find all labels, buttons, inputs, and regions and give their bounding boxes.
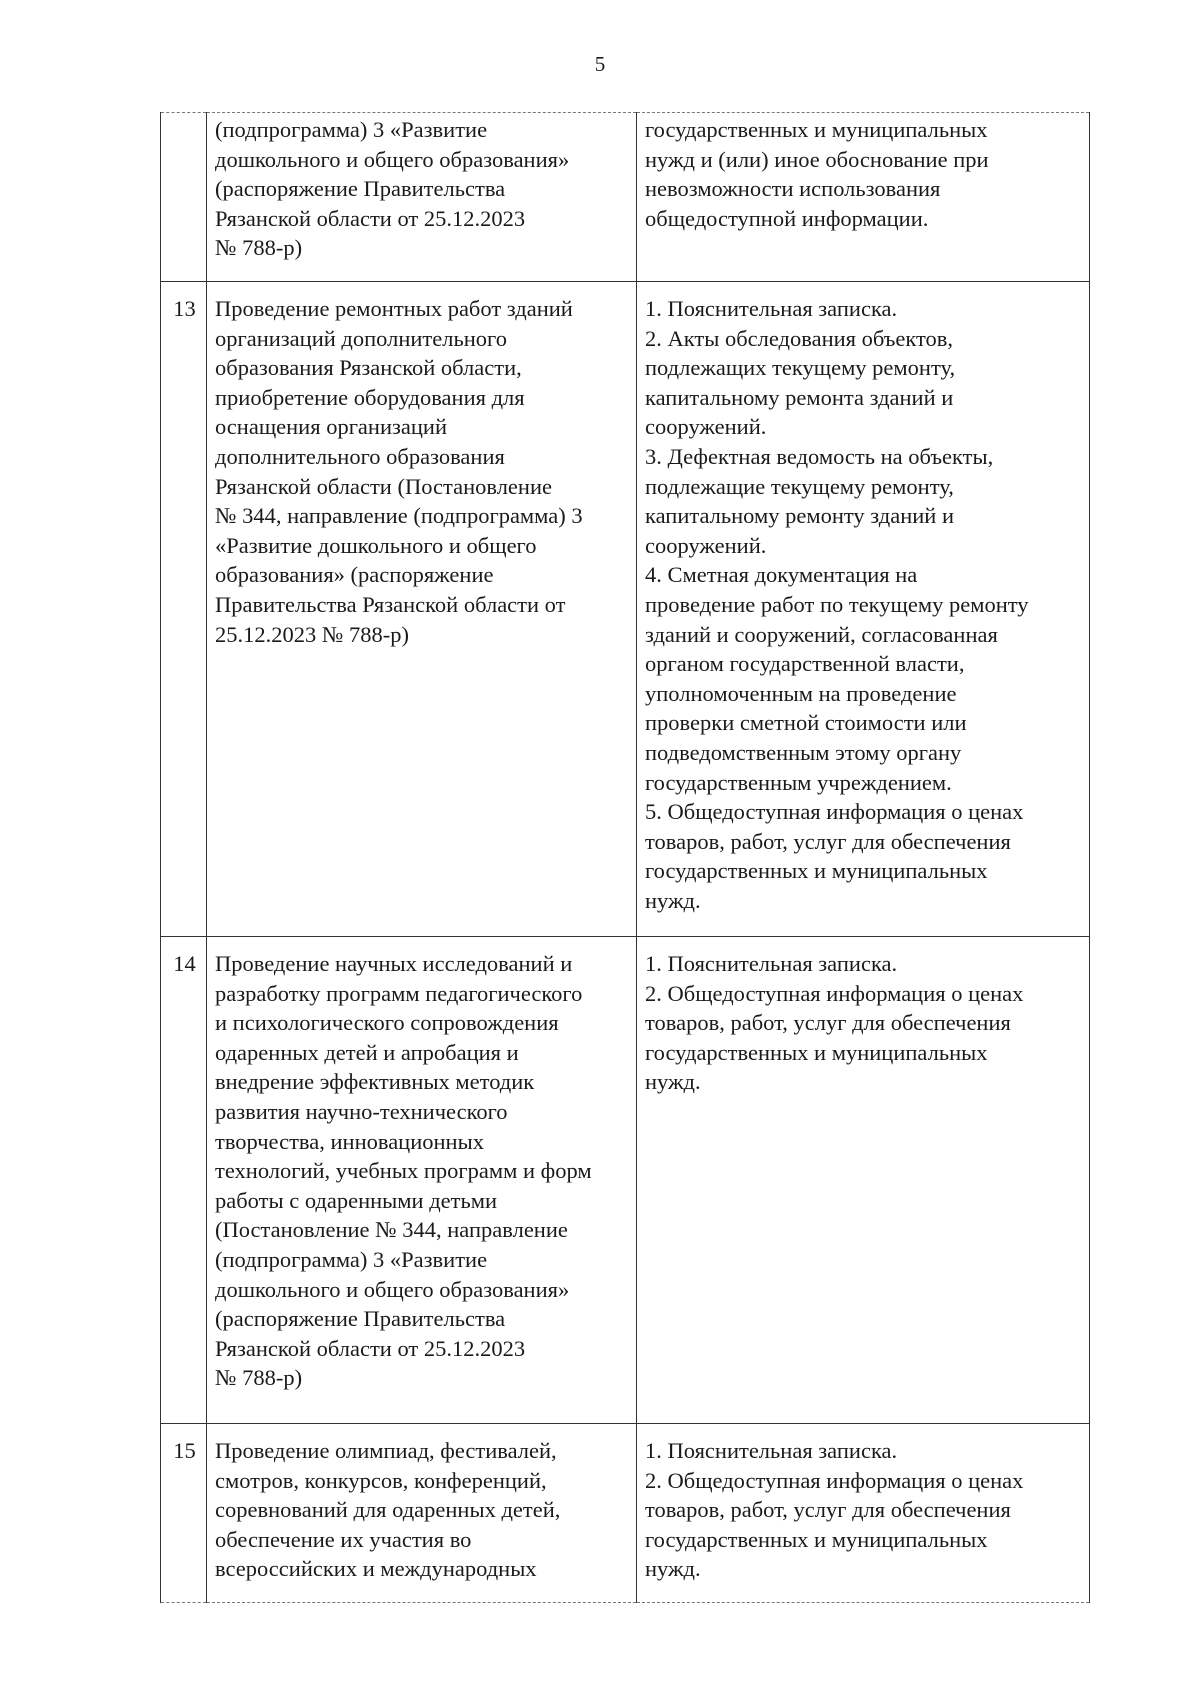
row-number: 13	[161, 282, 207, 937]
text-line: 25.12.2023 № 788-р)	[215, 621, 409, 647]
text-line: капитальному ремонта зданий и	[645, 384, 954, 410]
text-line: товаров, работ, услуг для обеспечения	[645, 1497, 1011, 1523]
text-line: невозможности использования	[645, 176, 941, 202]
text-line: уполномоченным на проведение	[645, 680, 957, 706]
text-line: нужд и (или) иное обоснование при	[645, 146, 989, 172]
text-line: сооружений.	[645, 414, 767, 440]
documents-cell	[637, 1424, 1090, 1603]
table-row	[161, 1424, 1090, 1603]
text-line: товаров, работ, услуг для обеспечения	[645, 828, 1011, 854]
text-line: развития научно-технического	[215, 1098, 508, 1124]
text-line: внедрение эффективных методик	[215, 1069, 535, 1095]
text-line: государственным учреждением.	[645, 769, 952, 795]
documents-cell	[637, 282, 1090, 937]
text-line: государственных и муниципальных	[645, 1526, 988, 1552]
text-line: подлежащих текущему ремонту,	[645, 355, 956, 381]
text-line: Рязанской области от 25.12.2023	[215, 205, 526, 231]
text-line: оснащения организаций	[215, 414, 447, 440]
text-line: и психологического сопровождения	[215, 1010, 559, 1036]
text-line: 3. Дефектная ведомость на объекты,	[645, 443, 994, 469]
text-line: технологий, учебных программ и форм	[215, 1158, 592, 1184]
text-line: обеспечение их участия во	[215, 1526, 472, 1552]
text-line: 1. Пояснительная записка.	[645, 296, 898, 321]
activity-name-cell	[207, 1424, 637, 1603]
text-line: проверки сметной стоимости или	[645, 710, 967, 736]
text-line: нужд.	[645, 887, 701, 913]
text-line: подлежащие текущему ремонту,	[645, 473, 954, 499]
text-line: проведение работ по текущему ремонту	[645, 591, 1029, 617]
text-line: (подпрограмма) 3 «Развитие	[215, 117, 488, 142]
text-line: разработку программ педагогического	[215, 980, 583, 1006]
text-line: «Развитие дошкольного и общего	[215, 532, 537, 558]
text-line: всероссийских и международных	[215, 1556, 537, 1582]
text-line: 2. Акты обследования объектов,	[645, 325, 954, 351]
text-line: Рязанской области (Постановление	[215, 473, 552, 499]
text-line: зданий и сооружений, согласованная	[645, 621, 998, 647]
text-line: товаров, работ, услуг для обеспечения	[645, 1010, 1011, 1036]
text-line: (подпрограмма) 3 «Развитие	[215, 1246, 488, 1272]
text-line: образования» (распоряжение	[215, 562, 494, 588]
text-line: дополнительного образования	[215, 443, 505, 469]
text-line: государственных и муниципальных	[645, 858, 988, 884]
table-row	[161, 282, 1090, 937]
text-line: 5. Общедоступная информация о ценах	[645, 799, 1024, 825]
activity-name-cell	[207, 282, 637, 937]
activity-name-cell	[207, 113, 637, 282]
text-line: нужд.	[645, 1069, 701, 1095]
text-line: Проведение олимпиад, фестивалей,	[215, 1438, 557, 1463]
document-table	[160, 112, 1090, 1603]
text-line: Правительства Рязанской области от	[215, 591, 566, 617]
text-line: сооружений.	[645, 532, 767, 558]
text-line: государственных и муниципальных	[645, 117, 988, 142]
text-line: № 344, направление (подпрограмма) 3	[215, 503, 583, 529]
row-number: 14	[161, 937, 207, 1424]
text-line: образования Рязанской области,	[215, 355, 522, 381]
table-row	[161, 113, 1090, 282]
text-line: организаций дополнительного	[215, 325, 507, 351]
text-line: работы с одаренными детьми	[215, 1187, 498, 1213]
row-number: 15	[161, 1424, 207, 1603]
page-number: 5	[594, 52, 606, 76]
text-line: Проведение научных исследований и	[215, 951, 573, 976]
text-line: 1. Пояснительная записка.	[645, 1438, 898, 1463]
table-row	[161, 937, 1090, 1424]
text-line: одаренных детей и апробация и	[215, 1039, 519, 1065]
text-line: (распоряжение Правительства	[215, 176, 506, 202]
text-line: № 788-р)	[215, 235, 303, 261]
activity-name-cell	[207, 937, 637, 1424]
text-line: соревнований для одаренных детей,	[215, 1497, 561, 1523]
text-line: (Постановление № 344, направление	[215, 1217, 568, 1243]
text-line: (распоряжение Правительства	[215, 1306, 506, 1332]
text-line: 4. Сметная документация на	[645, 562, 918, 588]
text-line: приобретение оборудования для	[215, 384, 525, 410]
text-line: Проведение ремонтных работ зданий	[215, 296, 573, 321]
text-line: общедоступной информации.	[645, 205, 929, 231]
text-line: дошкольного и общего образования»	[215, 1276, 570, 1302]
text-line: нужд.	[645, 1556, 701, 1582]
text-line: 1. Пояснительная записка.	[645, 951, 898, 976]
text-line: органом государственной власти,	[645, 651, 965, 677]
row-number	[161, 113, 207, 282]
text-line: смотров, конкурсов, конференций,	[215, 1467, 547, 1493]
text-line: подведомственным этому органу	[645, 739, 962, 765]
text-line: государственных и муниципальных	[645, 1039, 988, 1065]
text-line: № 788-р)	[215, 1365, 303, 1391]
text-line: 2. Общедоступная информация о ценах	[645, 980, 1024, 1006]
documents-cell	[637, 937, 1090, 1424]
text-line: 2. Общедоступная информация о ценах	[645, 1467, 1024, 1493]
text-line: Рязанской области от 25.12.2023	[215, 1335, 526, 1361]
text-line: дошкольного и общего образования»	[215, 146, 570, 172]
documents-cell	[637, 113, 1090, 282]
text-line: капитальному ремонту зданий и	[645, 503, 955, 529]
text-line: творчества, инновационных	[215, 1128, 484, 1154]
